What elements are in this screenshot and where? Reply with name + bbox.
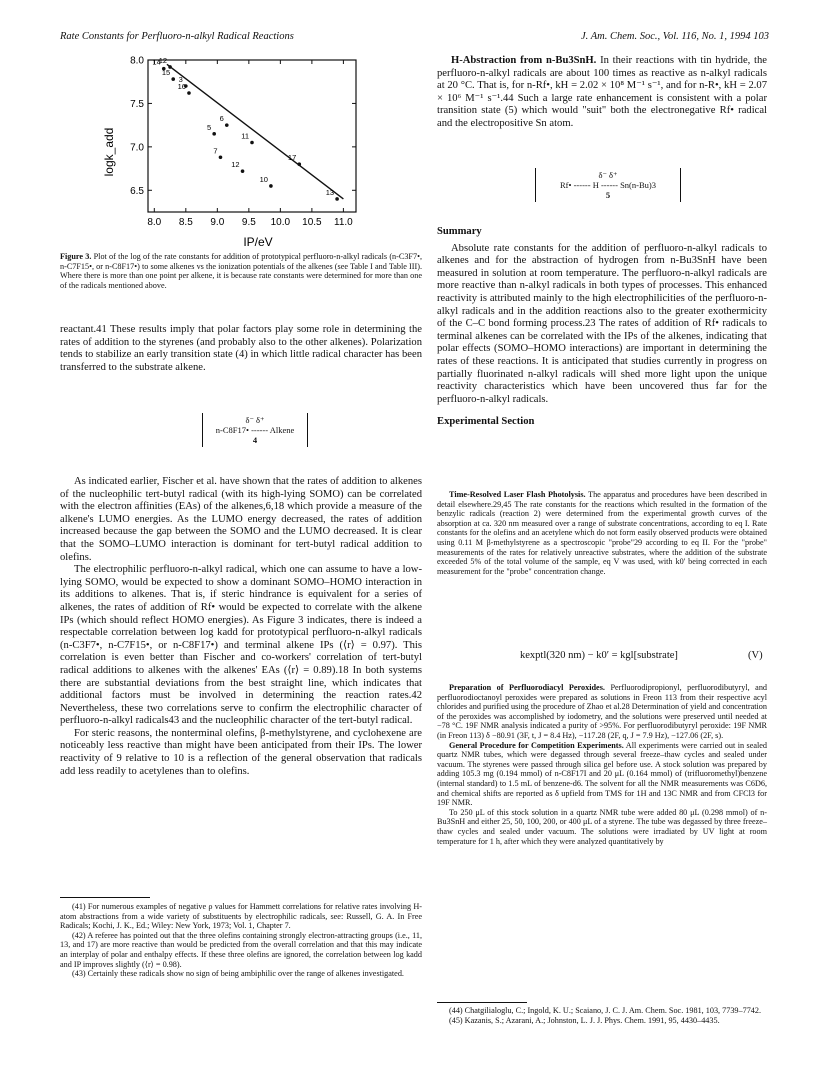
- paragraph-laser: The apparatus and procedures have been described in detail elsewhere.29,45 The rate constants for the reactions which resulted in the formation of the benzylic radicals (reaction 2) were determined from the experimental growth curves of the absorption at ca. 320 nm measured over a range of substrate concentrations, according to eq I. Rate constants for the olefins and an acetylene which do not form easily observed products were obtained using 0.11 M β-methylstyrene as a spectroscopic "probe"29 according to eq II. For the "probe" measurements of the rates for relatively unreactive substrates, where the addition of the substrate exceeded 5% of the total volume of the sample, eq V was used, with k0' being corrected in each measurement for the "probe" concentration change.: [437, 490, 767, 576]
- section-h-abstraction-title: H-Abstraction from n-Bu3SnH.: [451, 55, 597, 66]
- footnote-44: (44) Chatgilialoglu, C.; Ingold, K. U.; Scaiano, J. C. J. Am. Chem. Soc. 1981, 103, 7739–7742.: [449, 1006, 762, 1015]
- ts5-structure: Rf• ------ H ------ Sn(n-Bu)3: [560, 180, 656, 190]
- footnote-41: (41) For numerous examples of negative ρ values for Hammett correlations for relative rates involving H-atom abstractions from a wide variety of substituents by electrophilic radicals, see: Russell, G. A. In Free Radicals; Kochi, J. K., Ed.; Wiley: New York, 1973; Vol. 1, Chapter 7.: [60, 902, 422, 931]
- fit-line: [167, 64, 343, 199]
- data-point-label: 7: [213, 146, 218, 156]
- data-point-label: 11: [241, 131, 249, 141]
- figure-caption: [60, 252, 422, 290]
- paragraph-fischer: As indicated earlier, Fischer et al. have shown that the rates of addition to alkenes of the nucleophilic tert-butyl radical (with its high-lying SOMO) can be correlated with the electron affinities (EAs) of the alkenes,6,18 which provide a measure of the alkene's LUMO energies. As the LUMO energy decreased, the rates of addition increased because the gap between the SOMO and the LUMO decreased. It is clear that the SOMO–LUMO interaction is dominant for tert-butyl radical addition to olefins.: [60, 476, 422, 563]
- transition-state-4: [202, 413, 308, 447]
- paragraph-steric: For steric reasons, the nonterminal olefins, β-methylstyrene, and cyclohexene are noticeably less reactive than might have been anticipated from their IPs. The lower reactivity of 9 relative to 10 is a reflection of the general observation that radicals add less readily to acetylenes than to olefins.: [60, 727, 422, 777]
- transition-state-5: [535, 168, 681, 202]
- footnote-rule-right: [437, 1002, 527, 1003]
- x-tick-label: 8.0: [147, 217, 162, 228]
- paragraph-electrophilic: The electrophilic perfluoro-n-alkyl radical, which one can assume to have a low-lying SOMO, would be expected to show a dominant SOMO–HOMO interaction in its additions to alkenes. That is, if steric hindrance is equivalent for a series of alkenes, the rates of addition of Rf• would be expected to correlate with the alkene IPs (which should reflect HOMO energies). As Figure 3 indicates, there is indeed a respectable correlation between log kadd for prototypical perfluoro-n-alkyl radicals (n-C3F7•, n-C7F15•, or n-C8F17•) and terminal alkene IPs (⟨r⟩ = 0.97). This correlation is even better than Fischer and co-workers' correlation of tert-butyl radical additions to alkenes with the alkenes' EAs (⟨r⟩ = 0.89).18 In both systems there are substantial deviations from the best straight line, which indicates that additional factors must be involved in determining the reaction rates.42 Nevertheless, these two correlations serve to confirm the electrophilic character of perfluoro-n-alkyl radicals43 and the nucleophilic character of the tert-butyl radical.: [60, 564, 422, 727]
- y-axis-label: logk_add: [102, 127, 116, 177]
- x-tick-label: 11.0: [334, 217, 353, 228]
- data-point-label: 3: [178, 75, 183, 85]
- y-tick-label: 6.5: [130, 185, 144, 197]
- x-tick-label: 9.0: [210, 217, 225, 228]
- paragraph-stock-solution: To 250 μL of this stock solution in a quartz NMR tube were added 80 μL (0.298 mmol) of n-Bu3SnH and either 25, 50, 100, 200, or 400 μL of a styrene. The tube was degassed by three freeze–thaw cycles and sealed under vacuum. The solutions were irradiated by UV light at room temperature for 1 h, after which they were analyzed quantitatively by: [437, 807, 767, 846]
- y-tick-label: 8.0: [130, 55, 144, 67]
- data-point-label: 16: [177, 82, 186, 92]
- right-column-top: [437, 55, 767, 131]
- right-column-summary: [437, 226, 767, 429]
- y-tick-label: 7.0: [130, 142, 144, 154]
- data-point-label: 13: [325, 187, 335, 197]
- data-point: [171, 77, 175, 81]
- data-point: [219, 155, 223, 159]
- ts5-number: 5: [605, 190, 611, 200]
- data-point-label: 14: [152, 57, 161, 67]
- footnote-rule-left: [60, 897, 150, 898]
- section-summary-title: Summary: [437, 226, 482, 237]
- footnote-45: (45) Kazanis, S.; Azarani, A.; Johnston, L. J. J. Phys. Chem. 1991, 95, 4430–4435.: [449, 1015, 720, 1025]
- data-point: [297, 162, 301, 166]
- equation-v-label: (V): [748, 650, 763, 661]
- data-point-label: 17: [287, 153, 297, 163]
- paragraph-competition: All experiments were carried out in sealed quartz NMR tubes, which were degassed through several freeze–thaw cycles and sealed under vacuum. The styrenes were passed through silica gel before use. A stock solution was prepared by adding 105.3 mg (0.194 mmol) of n-C8F17I and 20 μL (0.164 mmol) of (trifluoromethyl)benzene (internal standard) to 1.5 mL of benzene-d6. The solvent for all the NMR measurements was C6D6, and chemical shifts are reported as δ upfield from TMS for 1H and 13C NMR and from CFCl3 for 19F NMR.: [437, 740, 767, 808]
- data-point: [269, 184, 273, 188]
- data-point-label: 6: [219, 114, 224, 124]
- ts4-structure: n-C8F17• ------ Alkene: [215, 425, 295, 435]
- y-tick-label: 7.5: [130, 98, 144, 110]
- subsection-laser-title: Time-Resolved Laser Flash Photolysis.: [449, 490, 586, 499]
- ts5-charges: δ⁻ δ⁺: [598, 170, 618, 180]
- data-point-label: 15: [161, 68, 171, 78]
- x-tick-label: 9.5: [241, 217, 256, 228]
- figure-caption-label: Figure 3.: [60, 252, 92, 261]
- footnote-43: (43) Certainly these radicals show no sign of being ambiphilic over the range of alkenes investigated.: [72, 969, 404, 979]
- subsection-competition-title: General Procedure for Competition Experiments.: [449, 740, 624, 750]
- equation-v: kexptl(320 nm) − k0′ = kgl[substrate]: [520, 650, 678, 661]
- figure-3-chart: [100, 54, 370, 250]
- paragraph-reactant: reactant.41 These results imply that polar factors play some role in determining the rates of addition to the styrenes (and probably also to the other alkenes). Polarization tends to stabilize an early transition state (4) in which little radical character has been transferred to the substrate alkene.: [60, 324, 422, 373]
- figure-caption-text: Plot of the log of the rate constants for addition of prototypical perfluoro-n-alkyl radicals (n-C3F7•, n-C7F15•, or n-C8F17•) to some alkenes vs the ionization potentials of the alkenes (see Table I and Table III). Where there is more than one point per alkene, it is because rate constants were determined for more than one of the radicals mentioned above.: [60, 252, 422, 290]
- x-axis-label: IP/eV: [243, 235, 273, 249]
- data-point-label: 12: [231, 160, 240, 170]
- subsection-peroxides-title: Preparation of Perfluorodiacyl Peroxides.: [449, 683, 605, 692]
- footnote-42: (42) A referee has pointed out that the three olefins containing strongly electron-attracting groups (i.e., 11, 13, and 17) are more reactive than would be predicted from the overall correlation and that this may indicate an interplay of polar and enthalpy effects. If these three olefins are ignored, the correlation between log kadd and IP improves slightly (⟨r⟩ = 0.98).: [60, 930, 422, 969]
- x-tick-label: 10.0: [270, 217, 291, 228]
- running-header-title: Rate Constants for Perfluoro-n-alkyl Radical Reactions: [60, 31, 294, 42]
- paragraph-h-abstraction: In their reactions with tin hydride, the perfluoro-n-alkyl radicals are about 100 times as reactive as n-alkyl radicals at 20 °C. That is, for n-Rf•, kH = 2.02 × 10⁸ M⁻¹ s⁻¹, and for n-R•, kH = 2.07 × 10⁶ M⁻¹ s⁻¹.44 Such a large rate enhancement is consistent with a polar transition state (5) which would "suit" both the electronegative Rf• radical and the electropositive Sn atom.: [437, 55, 767, 129]
- running-header-journal: J. Am. Chem. Soc., Vol. 116, No. 1, 1994 103: [580, 31, 769, 42]
- data-point: [187, 91, 191, 95]
- x-tick-label: 8.5: [178, 217, 193, 228]
- paragraph-peroxides: Perfluorodipropionyl, perfluorodibutyryl, and perfluorodioctanoyl peroxides were prepared as solutions in Freon 113 from their respective acyl chlorides and purified using the procedure of Zhao et al.28 Determination of yield and concentration of the peroxides was accomplished by iodometry, and the solutions were preserved until needed at −78 °C. 19F NMR analysis indicated a purity of >95%. For perfluorodibutyryl peroxide: 19F NMR (in Freon 113) δ −80.91 (3F, t, J = 8.4 Hz), −117.28 (2F, q, J = 7.9 Hz), −127.06 (2F, s).: [437, 683, 768, 740]
- data-point: [212, 132, 216, 136]
- data-point: [335, 197, 339, 201]
- paragraph-summary: Absolute rate constants for the addition of perfluoro-n-alkyl radicals to alkenes and for the abstraction of hydrogen from n-Bu3SnH have been measured in solution at room temperature. The perfluoro-n-alkyl radicals are more reactive than n-alkyl radicals in both types of processes. This enhanced reactivity is attributed mainly to the high electrophilicities of the perfluoro-n-alkyl radicals and in the addition reactions also to the greater exothermicity of the C–C bond forming process.23 The rates of addition of Rf• radicals to terminal alkenes can be correlated with the IPs of the alkenes, indicating that polar effects (SOMO–HOMO interactions) are important in determining the rates of these reactions. It is anticipated that studies currently in progress on partially fluorinated n-alkyl radicals will shed more light upon the unique reactivity characteristics which have been uncovered thus far for the perfluoro-n-alkyl radicals.: [437, 242, 767, 405]
- data-point-label: 12: [158, 55, 168, 65]
- footnotes-right: [437, 1006, 767, 1025]
- footnotes-left: [60, 902, 422, 979]
- right-column-experimental: [437, 490, 767, 576]
- data-point-label: 10: [259, 174, 268, 184]
- data-point: [225, 123, 229, 127]
- left-column: [60, 324, 422, 374]
- left-column-body: [60, 476, 422, 778]
- ts4-number: 4: [252, 435, 258, 445]
- data-point: [250, 141, 254, 145]
- data-point: [241, 169, 245, 173]
- data-point-label: 5: [207, 122, 212, 132]
- section-experimental-title: Experimental Section: [437, 416, 535, 428]
- x-tick-label: 10.5: [302, 217, 322, 228]
- ts4-charges: δ⁻ δ⁺: [245, 415, 265, 425]
- right-column-procedures: [437, 683, 767, 846]
